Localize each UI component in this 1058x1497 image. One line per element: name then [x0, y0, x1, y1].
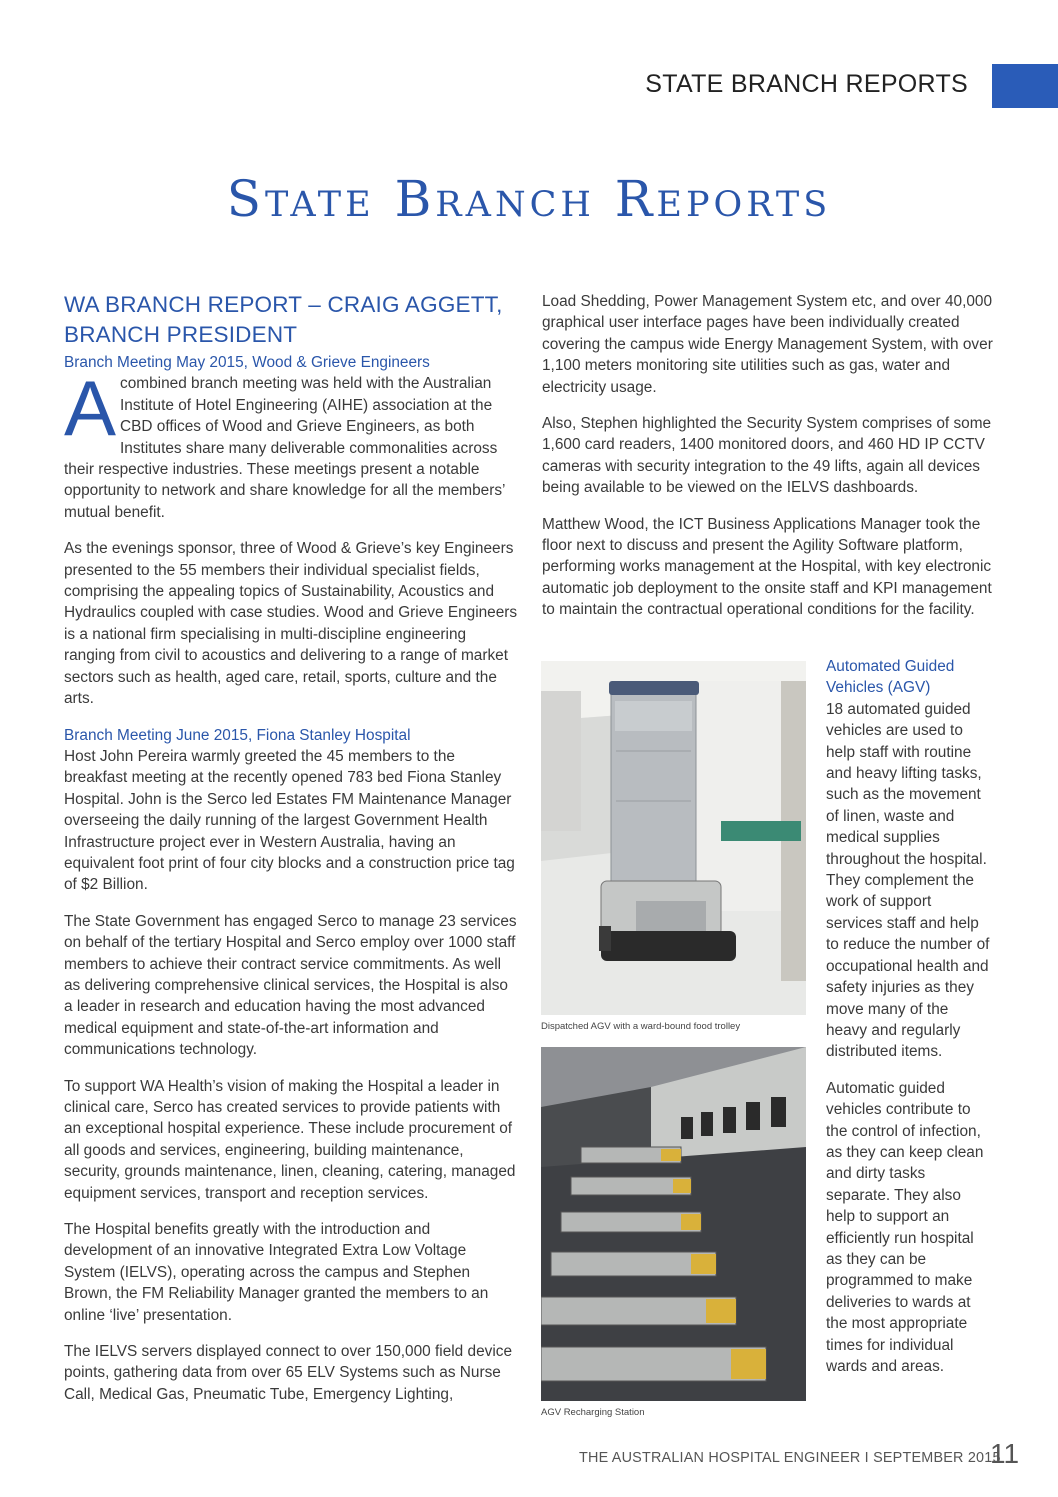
meeting1-paragraph-1	[64, 364, 520, 523]
report-title	[64, 290, 520, 350]
header-accent-tab	[992, 64, 1058, 108]
agv-trolley-photo	[541, 661, 806, 1015]
meeting2-paragraph-5: The IELVS servers displayed connect to over 150,000 field device points, gathering data from over 65 ELV Systems such as Nurse Call, Medical Gas, Pneumatic Tube, Emergency Lighting,	[64, 1343, 513, 1403]
meeting1-paragraph-2: As the evenings sponsor, three of Wood & Grieve’s key Engineers presented to the 55 members their individual specialist fields, comprising the appealing topics of Sustainability, Acoustics and Hydraulics coupled with case studies. Wood and Grieve Engineers is a national firm specialising in multi-discipline engineering ranging from civil to acoustics and delivering to a range of market sectors such as health, aged care, retail, sports, culture and the arts.	[64, 540, 518, 708]
photo2-caption: AGV Recharging Station	[541, 1407, 645, 1418]
meeting2-paragraph-3: To support WA Health’s vision of making the Hospital a leader in clinical care, Serco has created services to provide patients with an exceptional hospital experience. These include procurement of all goods and services, engineering, building maintenance, security, grounds maintenance, linen, cleaning, catering, managed equipment services, transport and reception services.	[64, 1077, 516, 1202]
meeting1-heading: Branch Meeting May 2015, Wood & Grieve Engineers	[64, 354, 430, 371]
right-paragraph-1: Load Shedding, Power Management System etc, and over 40,000 graphical user interface pages have been individually created covering the campus wide Energy Management System, with over 1,100 meters monitoring site utilities such as gas, water and electricity usage.	[542, 293, 993, 396]
running-head: STATE BRANCH REPORTS	[645, 70, 968, 98]
photo1-caption: Dispatched AGV with a ward-bound food trolley	[541, 1021, 741, 1032]
report-title-line2: BRANCH PRESIDENT	[64, 322, 298, 347]
meeting2-paragraph-4: The Hospital benefits greatly with the introduction and development of an innovative Integrated Extra Low Voltage System (IELVS), operating across the campus and Stephen Brown, the FM Reliability Manager granted the members to an online ‘live’ presentation.	[64, 1221, 489, 1324]
agv-paragraph-1: 18 automated guided vehicles are used to help staff with routine and heavy lifting tasks, such as the movement of linen, waste and medical supplies throughout the hospital. They complement the work of support services staff and help to reduce the number of occupational health and safety injuries as they move many of the heavy and regularly distributed items.	[826, 700, 990, 1061]
meeting2-paragraph-2: The State Government has engaged Serco to manage 23 services on behalf of the tertiary Hospital and Serco employ over 1000 staff members to achieve their contract service commitments. As well as delivering comprehensive clinical services, the Hospital is also a leader in research and education having the most advanced medical equipment and state-of-the-art information and communications technology.	[64, 912, 517, 1059]
agv-sidebar	[826, 656, 990, 1392]
meeting2-paragraph-1: Host John Pereira warmly greeted the 45 members to the breakfast meeting at the recently opened 783 bed Fiona Stanley Hospital. John is the Serco led Estates FM Maintenance Manager overseeing the daily running of the largest Government Health Infrastructure project ever in Western Australia, having an equivalent foot print of four city blocks and a construction price tag of $2 Billion.	[64, 747, 515, 894]
page-title: State Branch Reports	[226, 170, 832, 228]
agv-paragraph-2: Automatic guided vehicles contribute to the control of infection, as they can keep clean and dirty tasks separate. They also help to support an efficiently run hospital as they can be programmed to make deliveries to wards at the most appropriate times for individual wards and areas.	[826, 1079, 984, 1375]
right-paragraph-2: Also, Stephen highlighted the Security System comprises of some 1,600 card readers, 1400 monitored doors, and 460 HD IP CCTV cameras with security integration to the 49 lifts, again all devices being available to be viewed on the IELVS dashboards.	[542, 415, 992, 497]
agv-recharging-photo	[541, 1047, 806, 1401]
footer-publication: THE AUSTRALIAN HOSPITAL ENGINEER I SEPTEMBER 2015	[579, 1450, 1001, 1466]
drop-cap: A	[64, 364, 117, 453]
agv-recharging-illustration	[541, 1047, 806, 1401]
agv-trolley-illustration	[541, 661, 806, 1015]
right-paragraph-3: Matthew Wood, the ICT Business Applications Manager took the floor next to discuss and present the Agility Software platform, performing works management at the Hospital, with key electronic automatic job deployment to the onsite staff and KPI management to maintain the contractual operational conditions for the facility.	[542, 515, 992, 619]
report-title-line1: WA BRANCH REPORT – CRAIG AGGETT,	[64, 292, 503, 317]
agv-heading: Automated Guided Vehicles (AGV)	[826, 658, 955, 697]
meeting1-paragraph-1-text: combined branch meeting was held with the Australian Institute of Hotel Engineering (AIHE) association at the CBD offices of Wood and Grieve Engineers, as both Institutes share many deliverable commonalities across their respective industries. These meetings present a notable opportunity to network and share knowledge for all the members’ mutual benefit.	[64, 375, 505, 521]
page-number: 11	[990, 1438, 1020, 1469]
right-column	[542, 291, 998, 636]
meeting2-heading: Branch Meeting June 2015, Fiona Stanley Hospital	[64, 726, 411, 744]
left-column	[64, 290, 520, 1420]
